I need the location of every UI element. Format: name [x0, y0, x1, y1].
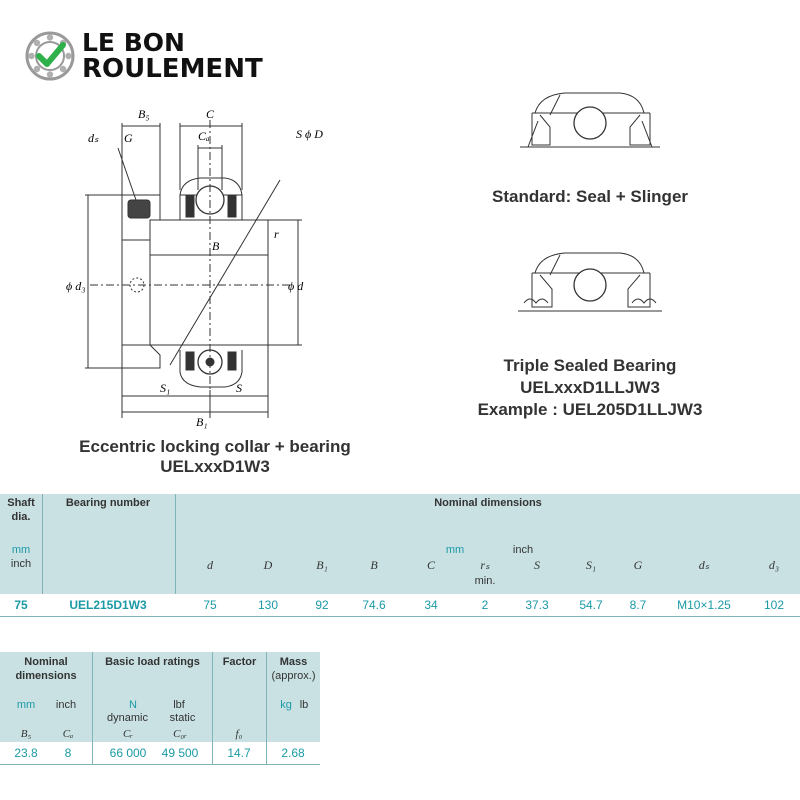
bearing-section-drawing: [60, 100, 380, 430]
th2-col-4: f₀: [235, 728, 243, 740]
th-col-1: D: [263, 558, 273, 572]
bearing-check-icon: [24, 30, 76, 82]
row-value-0: 75: [203, 598, 217, 612]
row-value-2: 92: [315, 598, 329, 612]
th-unit-mm2: mm: [445, 544, 465, 556]
dim-ca: Cₐ: [198, 129, 210, 143]
dim-g: G: [124, 131, 133, 145]
th2-unit-n: N: [129, 699, 137, 711]
th2-nominal2: dimensions: [15, 670, 77, 682]
th2-mass2: (approx.): [271, 670, 316, 682]
th2-unit-lbf: lbf: [173, 699, 185, 711]
th-col-3: B: [370, 558, 378, 572]
triple-caption-line2: UELxxxD1LLJW3: [520, 378, 660, 397]
row2-value-5: 2.68: [281, 746, 305, 760]
row-value-6: 37.3: [525, 598, 549, 612]
th-unit-mm: mm: [11, 544, 31, 556]
th2-unit-lb: lb: [299, 699, 309, 711]
drawing-caption-line2: UELxxxD1W3: [160, 457, 270, 476]
th2-col-1: Cₐ: [62, 728, 74, 740]
th-col-5: rₛ: [480, 558, 490, 572]
th-col-0: d: [207, 558, 213, 572]
dim-s1: S₁: [160, 381, 171, 395]
standard-caption: Standard: Seal + Slinger: [491, 187, 689, 206]
th-col-4: C: [426, 558, 435, 572]
dim-d: ϕ d: [288, 279, 304, 293]
row-value-5: 2: [481, 598, 489, 612]
table1-header-bg: [0, 494, 800, 594]
row-value-1: 130: [257, 598, 279, 612]
dim-sd: S ϕ D: [296, 127, 323, 141]
th2-col-0: B₅: [20, 728, 32, 740]
th2-factor: Factor: [222, 656, 257, 668]
row-value-3: 74.6: [362, 598, 386, 612]
th-unit-inch: inch: [10, 558, 32, 570]
th2-static: static: [169, 712, 196, 724]
dim-r: r: [274, 227, 279, 241]
th2-col-2: Cᵣ: [122, 728, 134, 740]
row2-value-4: 14.7: [227, 746, 251, 760]
dim-s: S: [236, 381, 242, 395]
triple-seal-drawing: [510, 245, 670, 325]
logo-line1: LE BON: [82, 28, 185, 57]
row2-value-3: 49 500: [161, 746, 199, 760]
row-shaft: 75: [14, 598, 28, 612]
triple-caption-line3: Example : UEL205D1LLJW3: [477, 400, 703, 419]
th-nominal-dimensions: Nominal dimensions: [434, 497, 542, 509]
th-col-2: B₁: [316, 558, 328, 572]
th-col-6: S: [534, 558, 540, 572]
row-value-4: 34: [424, 598, 438, 612]
th-dia: dia.: [11, 511, 31, 523]
th-bearing-number: Bearing number: [65, 497, 151, 509]
row2-value-1: 8: [64, 746, 72, 760]
drawing-caption-line1: Eccentric locking collar + bearing: [79, 437, 351, 456]
th-col-9: dₛ: [698, 558, 710, 572]
th-shaft: Shaft: [7, 497, 35, 509]
th2-dynamic: dynamic: [107, 712, 148, 724]
row-value-10: 102: [763, 598, 785, 612]
dim-ds: dₛ: [88, 131, 99, 145]
th2-unit-inch: inch: [55, 699, 77, 711]
row2-value-2: 66 000: [109, 746, 147, 760]
row-bearing-number: UEL215D1W3: [69, 598, 147, 612]
th2-unit-kg: kg: [280, 699, 292, 711]
th2-mass1: Mass: [279, 656, 308, 668]
th2-unit-mm: mm: [16, 699, 36, 711]
logo-line2: ROULEMENT: [82, 54, 263, 84]
dim-b1: B₁: [196, 415, 208, 429]
th2-col-3: C₀ᵣ: [173, 728, 187, 740]
row-value-8: 8.7: [629, 598, 647, 612]
row-value-7: 54.7: [579, 598, 603, 612]
th2-load: Basic load ratings: [105, 656, 200, 668]
th-col-8: G: [633, 558, 643, 572]
th2-nominal1: Nominal: [24, 656, 68, 668]
dim-d3: ϕ d₃: [66, 279, 86, 293]
row-value-9: M10×1.25: [677, 598, 731, 612]
triple-caption-line1: Triple Sealed Bearing: [503, 356, 677, 375]
row2-value-0: 23.8: [14, 746, 38, 760]
th-min: min.: [474, 575, 496, 587]
standard-seal-drawing: [510, 85, 670, 165]
dim-b: B: [212, 239, 220, 253]
th-col-7: S₁: [585, 558, 597, 572]
th-unit-inch2: inch: [512, 544, 534, 556]
dim-b5: B₅: [138, 107, 150, 121]
dim-c: C: [206, 107, 215, 121]
th-col-10: d₃: [768, 558, 780, 572]
